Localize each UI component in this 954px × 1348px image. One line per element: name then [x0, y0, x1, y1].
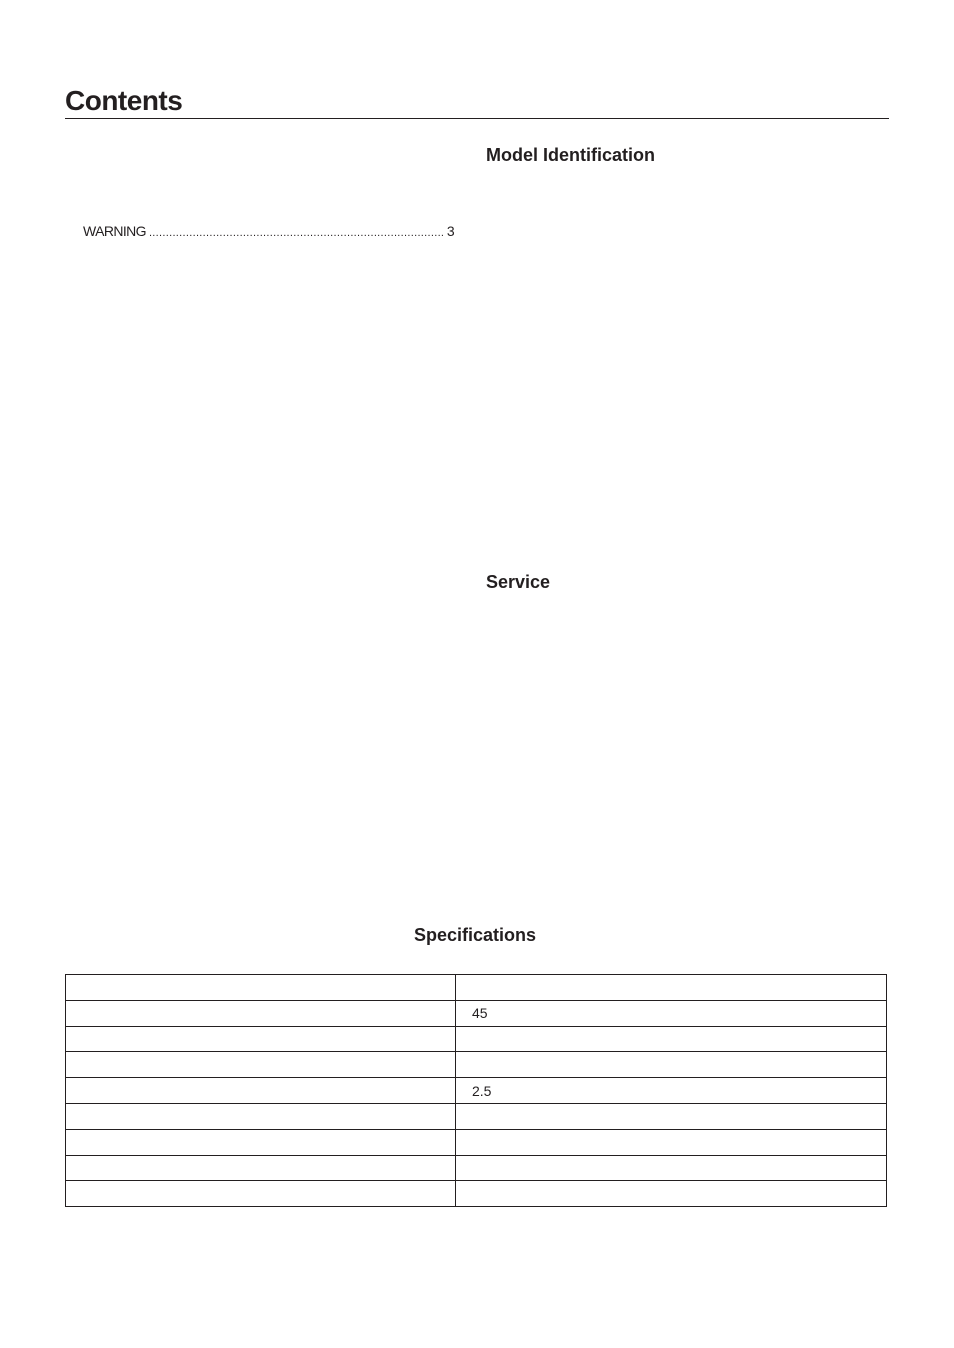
- title-rule: [65, 118, 889, 119]
- service-heading: Service: [486, 572, 551, 592]
- table-row: [66, 1052, 887, 1078]
- table-row: [66, 1000, 887, 1026]
- spec-value-cell: [456, 1181, 887, 1207]
- spec-label-cell: [66, 1103, 456, 1129]
- toc-entry-page: 3: [446, 223, 454, 239]
- spec-label-cell: [66, 1181, 456, 1207]
- spec-value-cell: [456, 1026, 887, 1052]
- spec-label-cell: [66, 1052, 456, 1078]
- spec-value-cell: 45: [456, 1000, 887, 1026]
- table-row: [66, 1103, 887, 1129]
- toc-entry-warning[interactable]: [83, 222, 454, 242]
- table-row: [66, 1181, 887, 1207]
- model-identification-heading: Model Identification: [486, 145, 655, 165]
- table-of-contents: [83, 222, 454, 242]
- spec-value-cell: [456, 975, 887, 1001]
- spec-value-cell: [456, 1052, 887, 1078]
- page-title: Contents: [65, 85, 183, 116]
- spec-label-cell: [66, 1078, 456, 1104]
- spec-value-cell: [456, 1155, 887, 1181]
- spec-label-cell: [66, 975, 456, 1001]
- table-row: [66, 975, 887, 1001]
- spec-label-cell: [66, 1155, 456, 1181]
- spec-label-cell: [66, 1129, 456, 1155]
- spec-value-cell: [456, 1129, 887, 1155]
- table-row: [66, 1155, 887, 1181]
- specifications-heading-text: Specifications: [413, 925, 537, 945]
- specifications-heading: [0, 924, 954, 946]
- table-row: [66, 1078, 887, 1104]
- table-row: [66, 1129, 887, 1155]
- toc-entry-label: WARNING: [83, 223, 146, 239]
- specifications-table: [65, 974, 887, 1207]
- table-row: [66, 1026, 887, 1052]
- toc-dot-leader: [149, 224, 444, 242]
- spec-value-cell: 2.5: [456, 1078, 887, 1104]
- spec-label-cell: [66, 1026, 456, 1052]
- spec-label-cell: [66, 1000, 456, 1026]
- spec-value-cell: [456, 1103, 887, 1129]
